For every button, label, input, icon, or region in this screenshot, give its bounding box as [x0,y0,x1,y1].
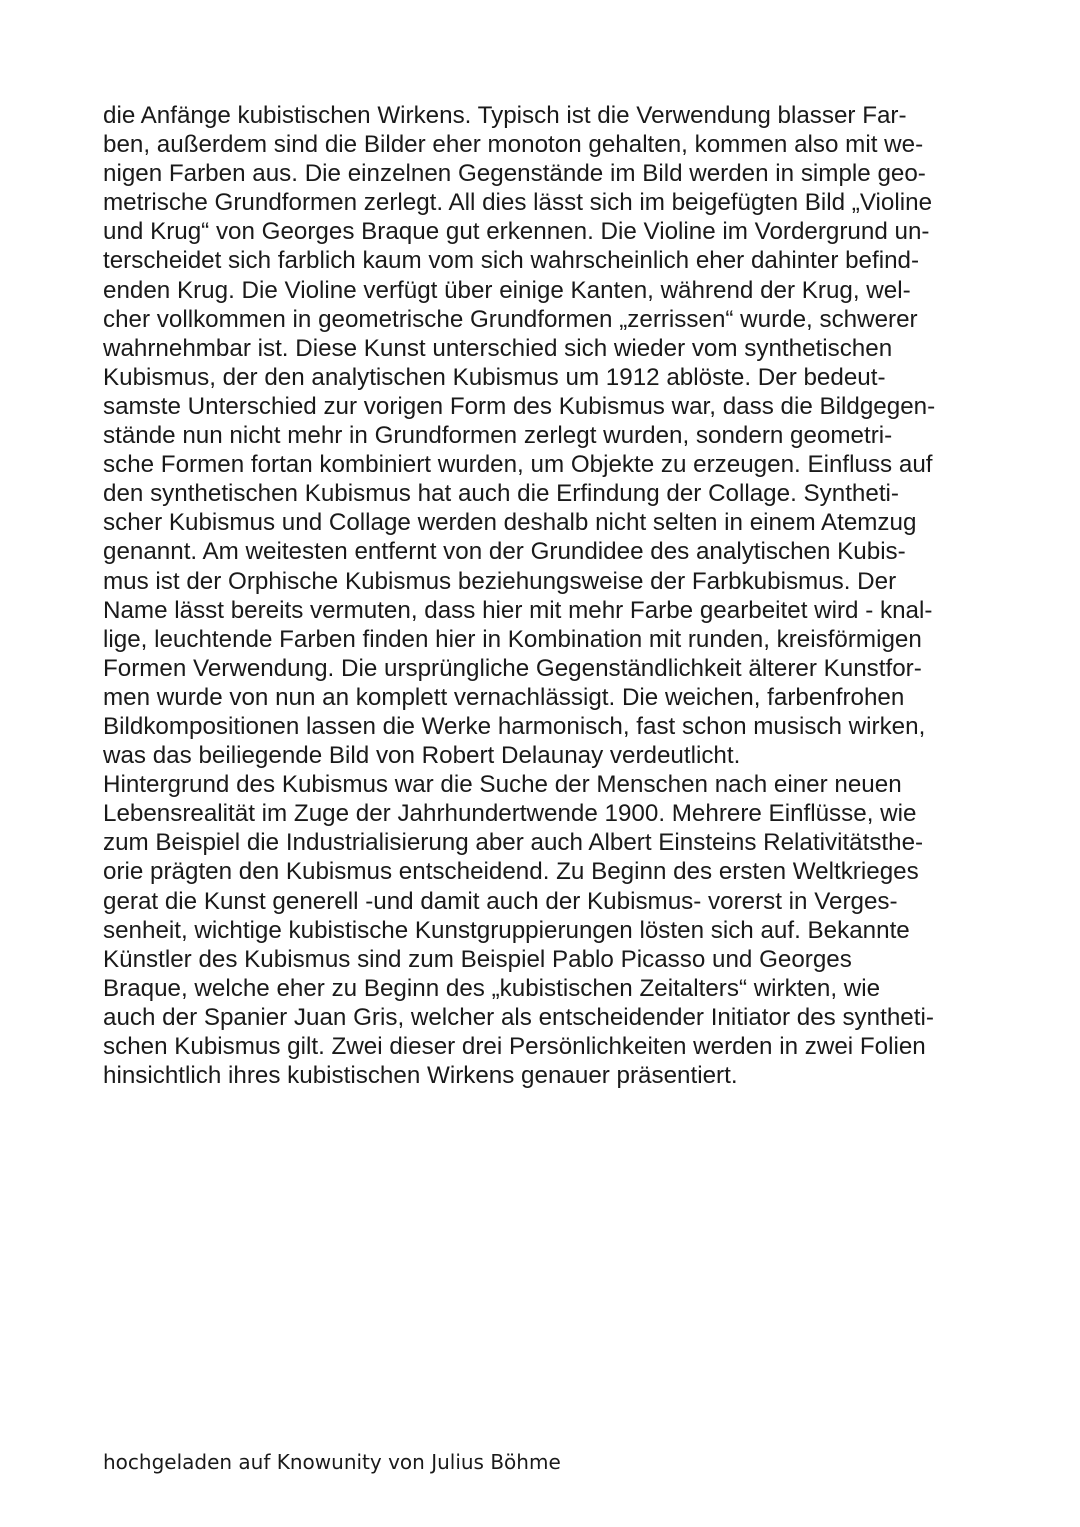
text-line: Braque, welche eher zu Beginn des „kubistischen Zeitalters“ wirkten, wie [103,974,881,1002]
text-line: schen Kubismus gilt. Zwei dieser drei Persönlichkeiten werden in zwei Folien [103,1033,926,1060]
text-line: terscheidet sich farblich kaum vom sich wahrscheinlich eher dahinter befind- [103,247,920,275]
text-line: ben, außerdem sind die Bilder eher monoton gehalten, kommen also mit we- [103,131,924,159]
text-line: stände nun nicht mehr in Grundformen zerlegt wurden, sondern geometri- [103,422,893,450]
body-paragraph [103,101,1003,1090]
text-line: orie prägten den Kubismus entscheidend. Zu Beginn des ersten Weltkrieges [103,858,919,886]
text-line: sche Formen fortan kombiniert wurden, um Objekte zu erzeugen. Einfluss auf [103,451,933,479]
text-line: nigen Farben aus. Die einzelnen Gegenstände im Bild werden in simple geo- [103,160,926,188]
text-line: was das beiliegende Bild von Robert Delaunay verdeutlicht. [103,742,741,770]
text-line: hinsichtlich ihres kubistischen Wirkens genauer präsentiert. [103,1062,738,1090]
text-line: und Krug“ von Georges Braque gut erkennen. Die Violine im Vordergrund un- [103,218,930,246]
text-line: den synthetischen Kubismus hat auch die Erfindung der Collage. Syntheti- [103,480,899,508]
text-line: die Anfänge kubistischen Wirkens. Typisch ist die Verwendung blasser Far- [103,102,907,129]
text-line: Lebensrealität im Zuge der Jahrhundertwende 1900. Mehrere Einflüsse, wie [103,800,917,828]
text-line: Name lässt bereits vermuten, dass hier mit mehr Farbe gearbeitet wird - knal- [103,596,933,624]
text-line: Bildkompositionen lassen die Werke harmonisch, fast schon musisch wirken, [103,712,926,740]
text-line: Künstler des Kubismus sind zum Beispiel Pablo Picasso und Georges [103,945,852,973]
text-line: zum Beispiel die Industrialisierung aber auch Albert Einsteins Relativitätsthe- [103,829,924,857]
text-line: senheit, wichtige kubistische Kunstgruppierungen lösten sich auf. Bekannte [103,916,910,944]
text-line: wahrnehmbar ist. Diese Kunst unterschied sich wieder vom synthetischen [103,334,893,362]
text-line: enden Krug. Die Violine verfügt über einige Kanten, während der Krug, wel- [103,276,911,304]
text-line: Hintergrund des Kubismus war die Suche der Menschen nach einer neuen [103,771,902,799]
text-line: men wurde von nun an komplett vernachlässigt. Die weichen, farbenfrohen [103,683,905,711]
text-line: Formen Verwendung. Die ursprüngliche Gegenständlichkeit älterer Kunstfor- [103,654,922,682]
text-line: Kubismus, der den analytischen Kubismus um 1912 ablöste. Der bedeut- [103,363,886,391]
text-line: metrische Grundformen zerlegt. All dies lässt sich im beigefügten Bild „Violine [103,189,933,217]
text-line: auch der Spanier Juan Gris, welcher als entscheidender Initiator des syntheti- [103,1003,934,1031]
text-line: samste Unterschied zur vorigen Form des Kubismus war, dass die Bildgegen- [103,392,936,420]
text-line: gerat die Kunst generell -und damit auch der Kubismus- vorerst in Verges- [103,887,898,915]
text-line: genannt. Am weitesten entfernt von der Grundidee des analytischen Kubis- [103,538,906,566]
text-line: cher vollkommen in geometrische Grundformen „zerrissen“ wurde, schwerer [103,305,918,333]
text-line: mus ist der Orphische Kubismus beziehungsweise der Farbkubismus. Der [103,567,897,595]
text-line: scher Kubismus und Collage werden deshalb nicht selten in einem Atemzug [103,509,917,537]
upload-footer: hochgeladen auf Knowunity von Julius Böhme [103,1450,561,1474]
text-line: lige, leuchtende Farben finden hier in Kombination mit runden, kreisförmigen [103,625,922,653]
